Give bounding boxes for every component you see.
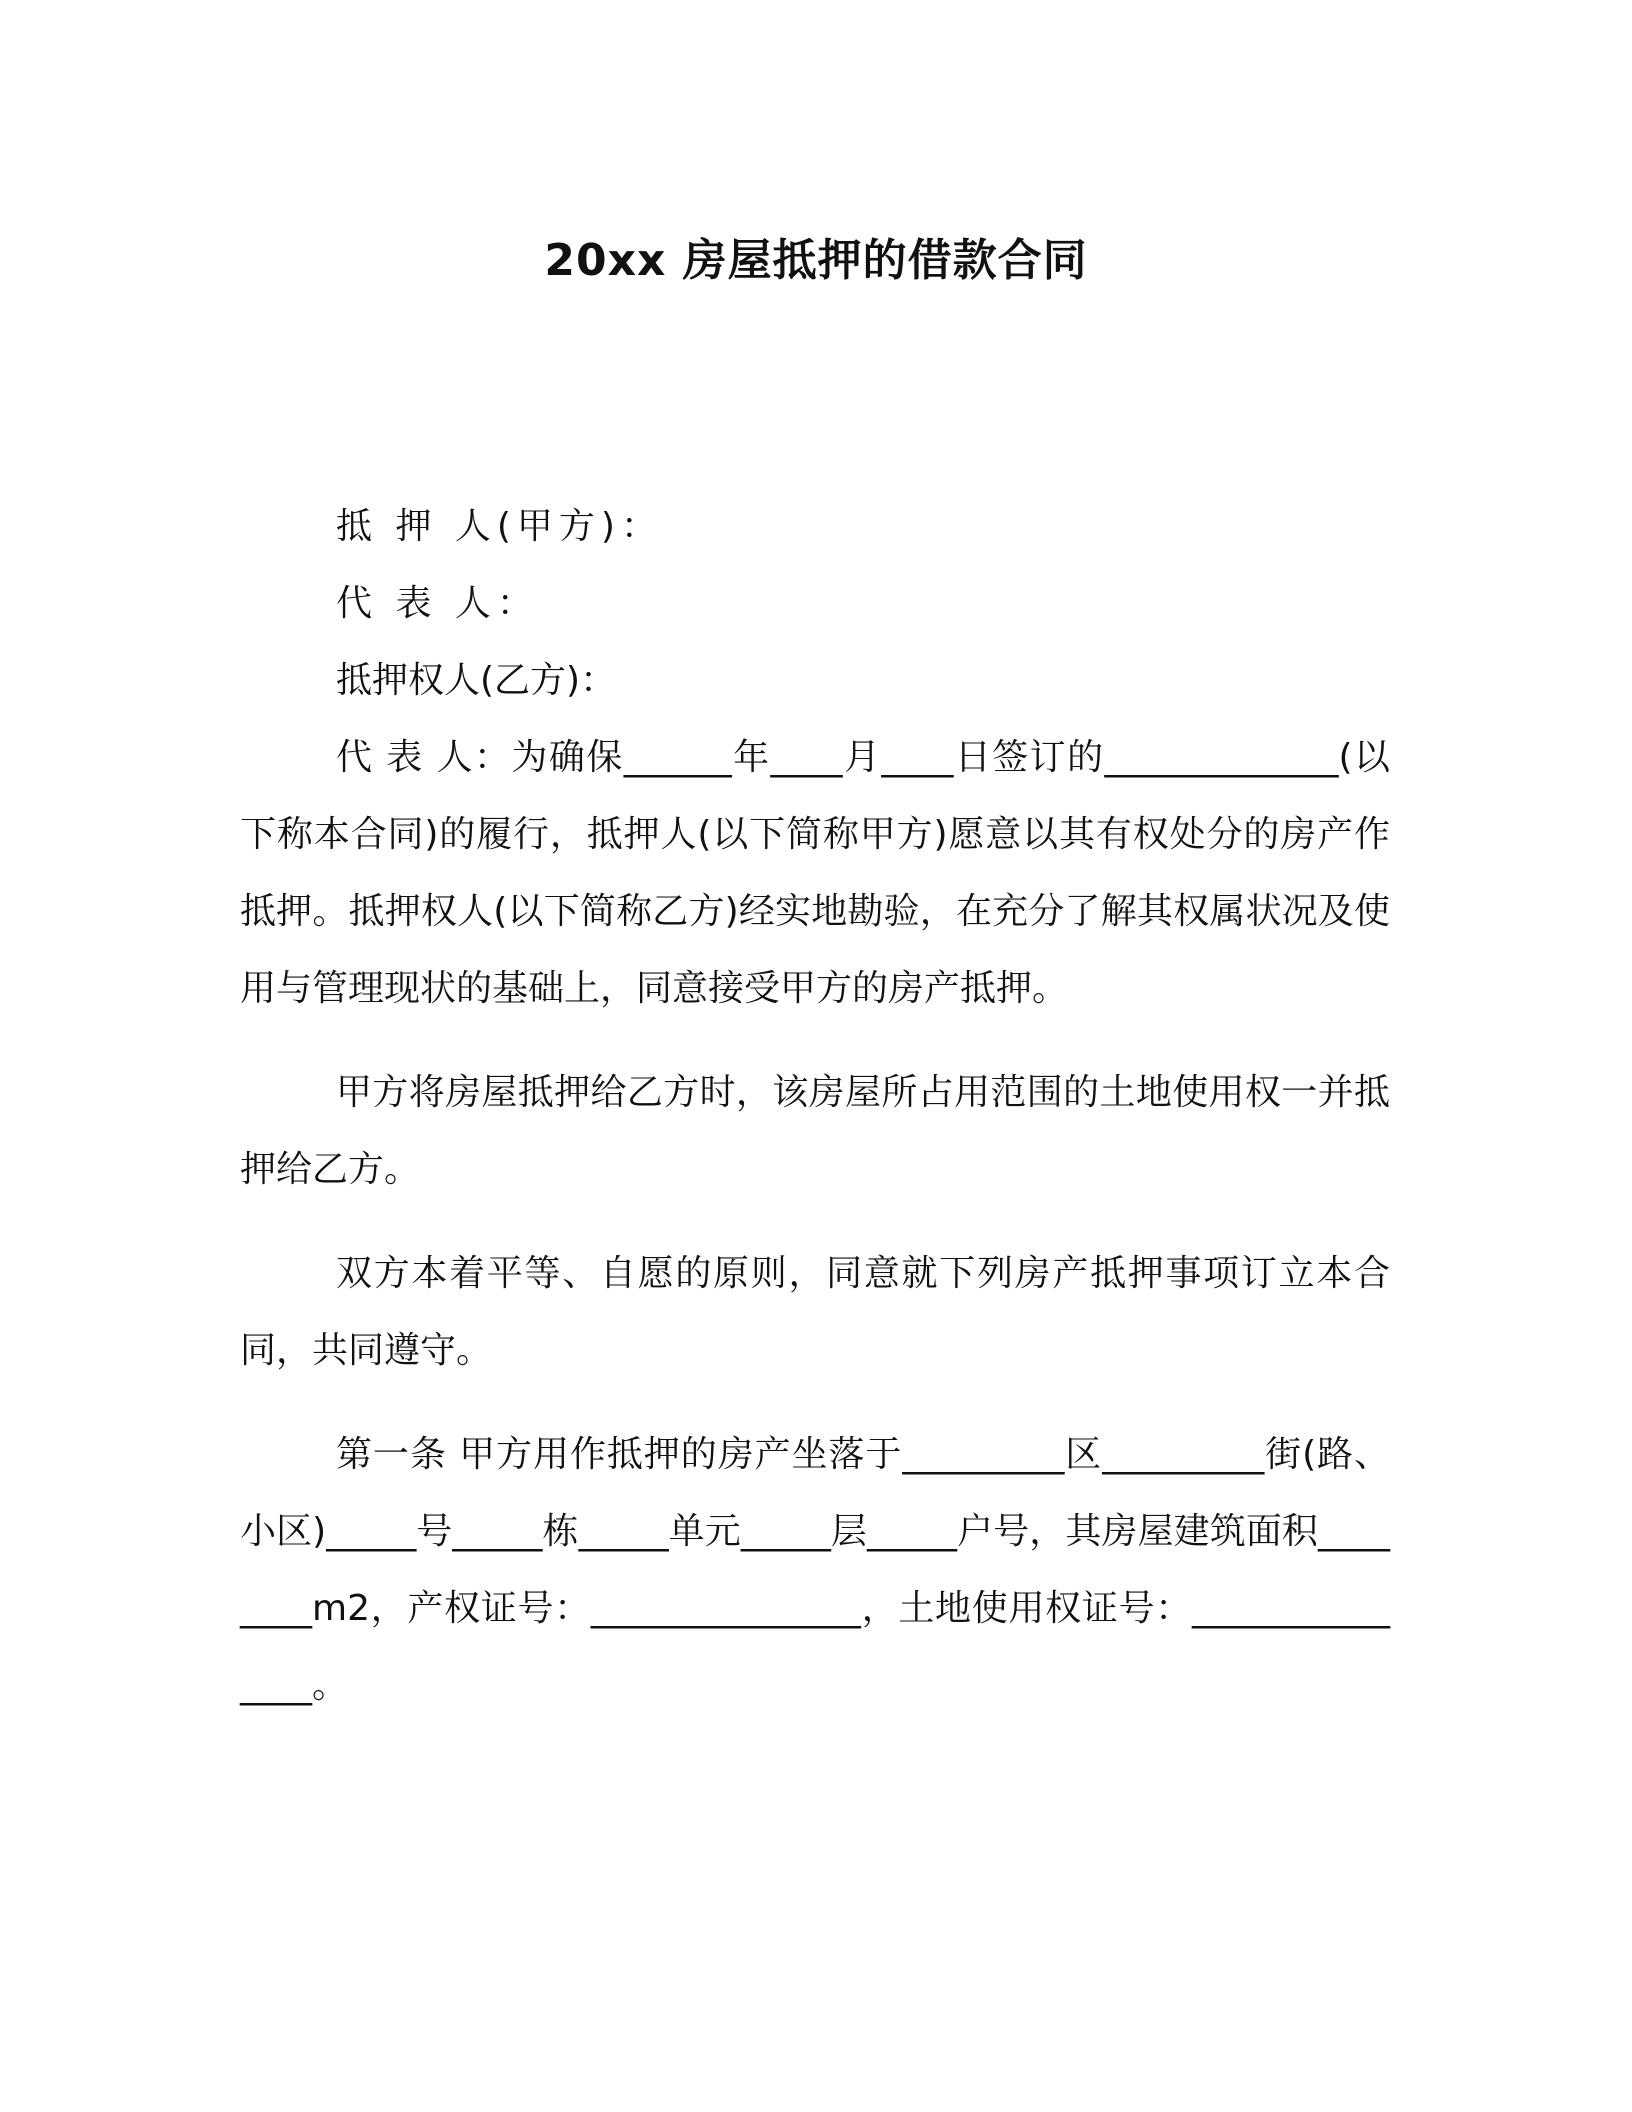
document-title: 20xx 房屋抵押的借款合同 bbox=[544, 235, 1088, 286]
paragraph-purpose: 代 表 人：为确保______年____月____日签订的_____________(以下称本合同)的履行，抵押人(以下简称甲方)愿意以其有权处分的房产作抵押。抵押权人(以下简称乙方)经实地勘验，在充分了解其权属状况及使用与管理现状的基础上，同意接受甲方的房产抵押。 bbox=[240, 737, 1390, 1009]
mortgagee-line: 抵押权人(乙方)： bbox=[336, 660, 617, 701]
article-one: 第一条 甲方用作抵押的房产坐落于_________区_________街(路、小区)_____号_____栋_____单元_____层_____户号，其房屋建筑面积________m2，产权证号：_______________，土地使用权证号：_______________。 bbox=[240, 1434, 1390, 1706]
document-body bbox=[240, 488, 1390, 1724]
mortgagor-line: 抵 押 人(甲方)： bbox=[336, 506, 663, 547]
mortgagor-representative-line: 代 表 人： bbox=[336, 583, 539, 624]
paragraph-land-use-right: 甲方将房屋抵押给乙方时，该房屋所占用范围的土地使用权一并抵押给乙方。 bbox=[240, 1072, 1390, 1190]
paragraph-mutual-agreement: 双方本着平等、自愿的原则，同意就下列房产抵押事项订立本合同，共同遵守。 bbox=[240, 1253, 1390, 1371]
